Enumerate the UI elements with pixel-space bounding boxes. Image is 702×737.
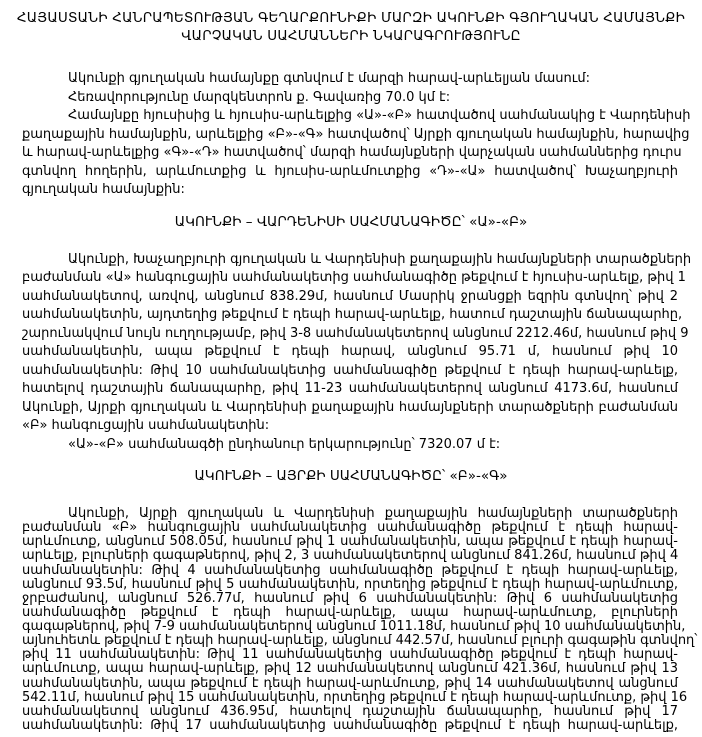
section-ab-total: «Ա»-«Բ» սահմանագծի ընդհանուր երկարությունը՝ 7320.07 մ է: (68, 437, 501, 452)
intro-line: գտնվող հողերին, արևմուտքից և հյուսիս-արևմուտքից «Դ»-«Ա» հատվածով՝ Խաչաղբյուրի (22, 164, 678, 179)
section-bg-line: արևմուտք, անցնում 508.05մ, հասնում թիվ 1 սահմանակետին, ապա թեքվում է դեպի հարավ- (22, 534, 678, 550)
document-title-line-1: ՀԱՅԱՍՏԱՆԻ ՀԱՆՐԱՊԵՏՈՒԹՅԱՆ ԳԵՂԱՐՔՈՒՆԻՔԻ ՄԱՐԶԻ ԱԿՈՒՆՔԻ ԳՅՈՒՂԱԿԱՆ ՀԱՄԱՅՆՔԻ (16, 10, 686, 26)
section-bg-line: սահմանակետով անցնում 436.95մ, հատելով դաշտային ճանապարհը, հասնում թիվ 17 (22, 703, 678, 719)
intro-line: Համայնքը հյուսիսից և հյուսիս-արևելքից «Ա»-«Բ» հատվածով սահմանակից է Վարդենիսի (68, 108, 691, 123)
section-ab-line: Ակունքի, Խաչաղբյուրի գյուղական և Վարդենիսի քաղաքային համայնքների տարածքների (68, 252, 692, 267)
section-bg-line: 542.11մ, հասնում թիվ 15 սահմանակետին, որտեղից թեքվում է դեպի հարավ-արևմուտք, թիվ 16 (22, 689, 688, 705)
section-bg-line: թիվ 11 սահմանակետին: Թիվ 11 սահմանակետից սահմանագիծը թեքվում է դեպի հարավ- (22, 647, 678, 663)
section-ab-line: սահմանակետին, ապա թեքվում է դեպի հարավ, անցնում 95.71 մ, հասնում թիվ 10 (22, 344, 678, 359)
section-bg-line: սահմանագիծը թեքվում է դեպի հարավ-արևելք, ապա հարավ-արևմուտք, բլուրների (22, 604, 678, 620)
intro-paragraph-1: Ակունքի գյուղական համայնքը գտնվում է մարզի հարավ-արևելյան մասում: (68, 71, 591, 86)
intro-line: և հարավ-արևելքից «Գ»-«Դ» հատվածով՝ մարզի համայնքների վարչական սահմաններից դուրս (22, 145, 682, 160)
intro-paragraph-2: Հեռավորությունը մարզկենտրոն ք. Գավառից 70.0 կմ է: (68, 90, 451, 105)
section-ab-line: «Բ» հանգուցային սահմանակետին: (22, 418, 270, 433)
section-bg-line: արևելք, բլուրների գագաթներով, թիվ 2, 3 սահմանակետերով անցնում 841.26մ, հասնում թիվ 4 (22, 548, 679, 564)
section-ab-line: բաժանման «Ա» հանգուցային սահմանակետից սահմանագիծը թեքվում է հյուսիս-արևելք, թիվ 1 (22, 270, 686, 285)
section-bg-line: գագաթներով, թիվ 7-9 սահմանակետերով անցնում 1011.18մ, հասնում թիվ 10 սահմանակետին, (22, 619, 686, 635)
section-bg-line: սահմանակետին, ապա թեքվում է դեպի հարավ-արևմուտք, թիվ 14 սահմանակետով անցնում (22, 675, 678, 691)
section-ab-line: հատելով դաշտային ճանապարհը, թիվ 11-23 սահմանակետերով անցնում 4173.6մ, հասնում (22, 381, 678, 396)
section-ab-line: շարունակվում նույն ուղղությամբ, թիվ 3-8 սահմանակետերով անցնում 2212.46մ, հասնում թիվ 9 (22, 326, 689, 341)
section-bg-line: սահմանակետին: Թիվ 4 սահմանակետից սահմանագիծը թեքվում է դեպի հարավ-արևելք, (22, 562, 678, 578)
section-bg-line: բաժանման «Բ» հանգուցային սահմանակետից սահմանագիծը թեքվում է դեպի հարավ- (22, 520, 678, 536)
section-bg-line: սահմանակետին: Թիվ 17 սահմանակետից սահմանագիծը թեքվում է դեպի հարավ-արևելք, (22, 718, 678, 733)
section-bg-line: ջրբաժանով, անցնում 526.77մ, հասնում թիվ 6 սահմանակետին: Թիվ 6 սահմանակետից (22, 590, 678, 606)
section-heading-bg: ԱԿՈՒՆՔԻ – ԱՅՐՔԻ ՍԱՀՄԱՆԱԳԻԾԸ՝ «Բ»-«Գ» (194, 468, 508, 484)
document-title-line-2: ՎԱՐՉԱԿԱՆ ՍԱՀՄԱՆՆԵՐԻ ՆԿԱՐԱԳՐՈՒԹՅՈՒՆԸ (181, 28, 521, 44)
section-heading-ab: ԱԿՈՒՆՔԻ – ՎԱՐԴԵՆԻՍԻ ՍԱՀՄԱՆԱԳԻԾԸ՝ «Ա»-«Բ» (174, 214, 528, 230)
section-bg-line: Ակունքի, Այրքի գյուղական և Վարդենիսի քաղաքային համայնքների տարածքների (68, 506, 678, 521)
section-ab-line: Ակունքի, Այրքի գյուղական և Վարդենիսի քաղաքային համայնքների տարածքների բաժանման (22, 400, 678, 415)
section-ab-line: սահմանակետին: Թիվ 10 սահմանակետից սահմանագիծը թեքվում է դեպի հարավ-արևելք, (22, 363, 678, 378)
section-bg-line: անցնում 93.5մ, հասնում թիվ 5 սահմանակետին, որտեղից թեքվում է դեպի հարավ-արևմուտք, (22, 576, 678, 592)
section-bg-line: արևմուտք, ապա հարավ-արևելք, թիվ 12 սահմանակետով անցնում 421.36մ, հասնում թիվ 13 (22, 661, 678, 677)
intro-line: գյուղական համայնքին: (22, 182, 185, 197)
intro-line: քաղաքային համայնքին, արևելքից «Բ»-«Գ» հատվածով՝ Այրքի գյուղական համայնքին, հարավից (22, 127, 690, 142)
section-ab-line: սահմանակետին, այդտեղից թեքվում է դեպի հարավ-արևելք, հատում դաշտային ճանապարհը, (22, 307, 683, 322)
section-bg-line: այնուհետև թեքվում է դեպի հարավ-արևելք, անցնում 442.57մ, հասնում բլուրի գագաթին գտնվող՝ (22, 633, 698, 649)
section-ab-line: սահմանակետով, առվով, անցնում 838.29մ, հասնում Մասրիկ ջրանցքի եզրին գտնվող՝ թիվ 2 (22, 289, 678, 304)
